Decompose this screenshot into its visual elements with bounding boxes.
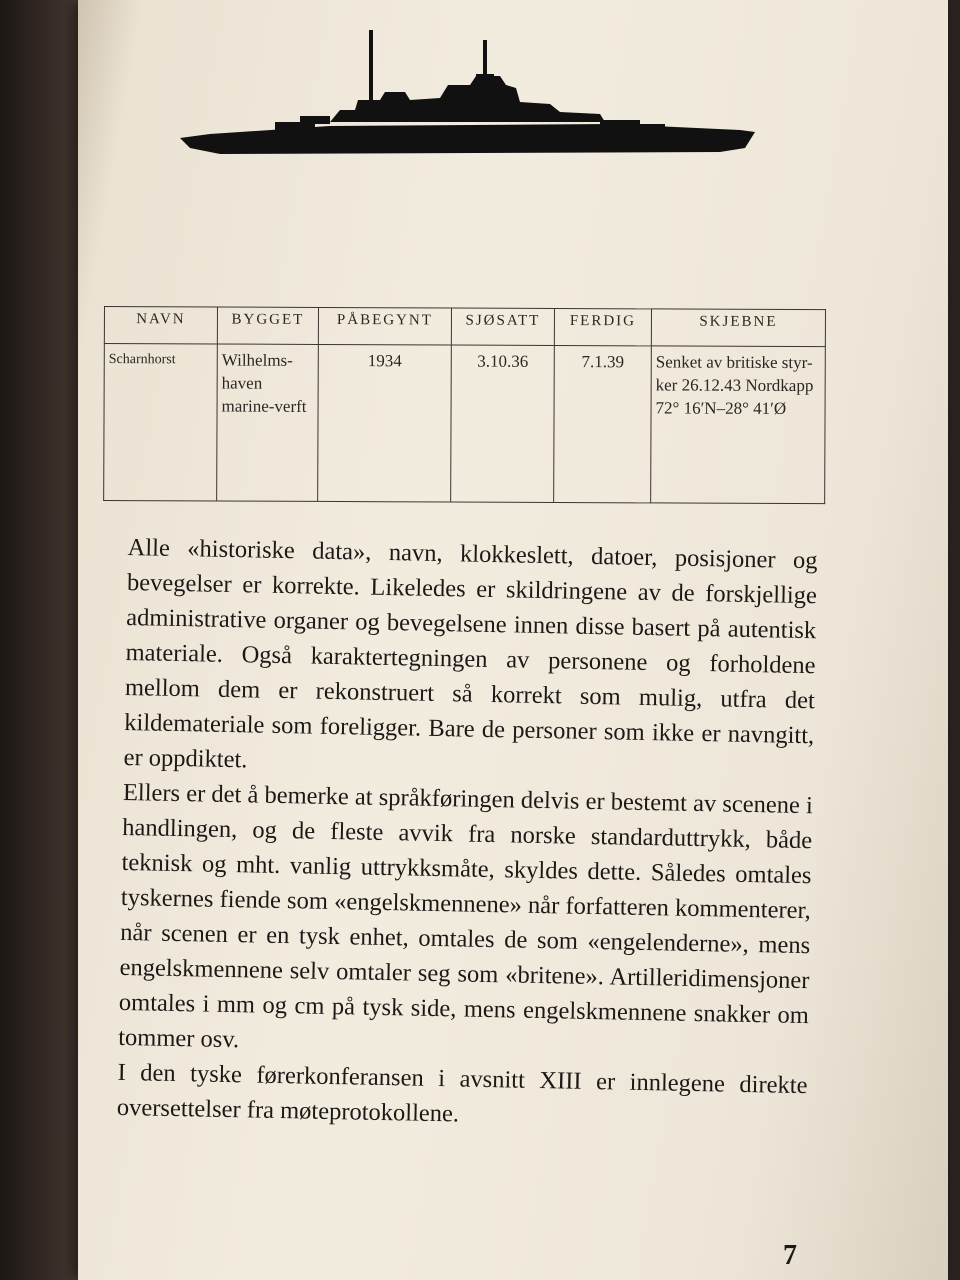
paragraph-3: I den tyske førerkonferansen i avsnitt XIII er innlegene direkte oversettelser fra møteprotokollene. [116,1058,808,1128]
paragraph-1: Alle «historiske data», navn, klokkeslett, datoer, posisjoner og bevegelser er korrekte. Likeledes er skildringene av de forskjellige administrative organer og bevegelsene innen disse basert på autentisk materiale. Også karaktertegningen av personene og forholdene mellom dem er rekonstruert så korrekt som mulig, utfra det kildemateriale som foreligger. Bare de personer som ikke er navngitt, er oppdiktet. [123,533,818,774]
header-bygget: BYGGET [217,307,318,344]
cell-sjosatt: 3.10.36 [451,345,555,502]
header-ferdig: FERDIG [554,308,651,345]
table-header-row [104,307,825,347]
cell-navn: Scharnhorst [104,344,218,501]
ship-silhouette-icon [180,30,755,160]
ship-data-table [103,306,826,504]
cell-skjebne: Senket av britiske styr-ker 26.12.43 Nordkapp 72° 16′N–28° 41′Ø [651,346,826,504]
header-pabegynt: PÅBEGYNT [318,307,451,345]
header-skjebne: SKJEBNE [651,309,825,347]
body-text [117,530,818,1138]
cell-ferdig: 7.1.39 [554,345,652,502]
cell-pabegynt: 1934 [318,344,452,502]
table-row [104,344,826,504]
page-number: 7 [783,1240,797,1271]
header-sjosatt: SJØSATT [451,308,554,345]
paragraph-2: Ellers er det å bemerke at språkføringen delvis er bestemt av scenene i handlingen, og de fleste avvik fra norske standarduttrykk, både teknisk og mht. vanlig uttrykksmåte, skyldes dette. Således omtales tyskernes fiende som «engelskmennene» når forfatteren kommenterer, når scenen er en tysk enhet, omtales de som «engelenderne», mens engelskmennene selv omtaler seg som «britene». Artilleridimensjoner omtales i mm og cm på tysk side, mens engelskmennene snakker om tommer osv. [117,778,814,1054]
header-navn: NAVN [104,307,217,344]
cell-bygget: Wilhelms-haven marine-verft [217,344,319,501]
